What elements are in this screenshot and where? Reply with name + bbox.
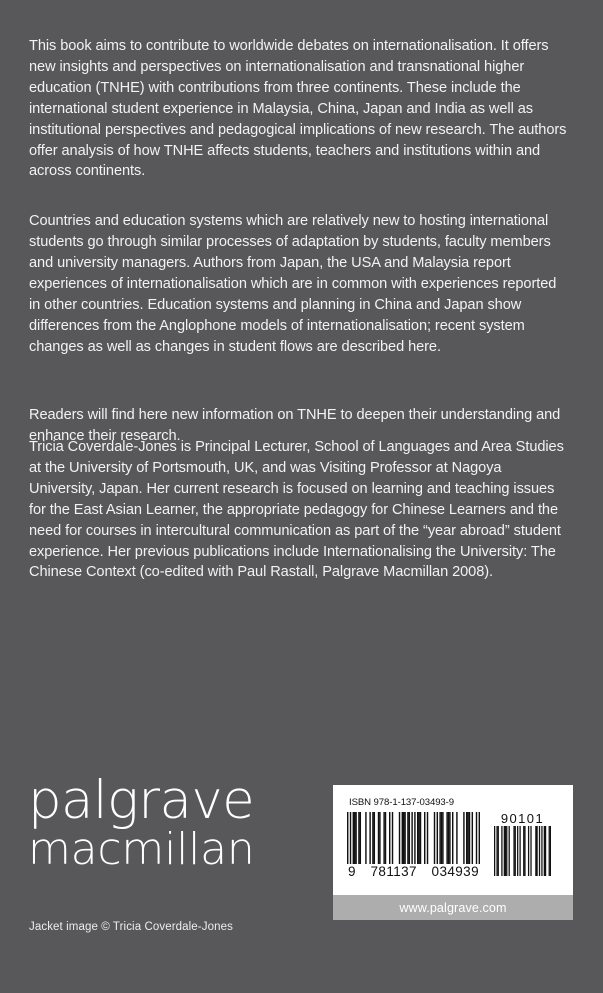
blurb-text-block — [29, 36, 570, 471]
barcode-block — [333, 785, 573, 920]
ean-right-group: 034939 — [431, 864, 479, 879]
author-bio — [29, 437, 570, 583]
isbn-label: ISBN 978-1-137-03493-9 — [349, 797, 454, 808]
publisher-logo-macmillan: macmillan — [28, 824, 255, 875]
blurb-paragraph-2: Countries and education systems which are relatively new to hosting international students go through similar processes of adaptation by students, faculty members and university managers. Authors from Japan, the USA and Malaysia report experiences of internationalisation which are in common with experiences reported in other countries. Education systems and planning in China and Japan show differences from the Anglophone models of internationalisation; recent system changes as well as changes in student flows are described here. — [29, 213, 557, 355]
ean13-bars-graphic — [347, 812, 480, 864]
previous-publication-title: Internationalising the University: The Chinese Context — [29, 543, 556, 581]
publisher-logo-palgrave: palgrave — [28, 770, 255, 831]
ean5-addon-bars-graphic — [494, 826, 551, 876]
jacket-image-credit: Jacket image © Tricia Coverdale-Jones — [29, 921, 233, 933]
ean13-human-readable — [347, 865, 480, 879]
barcode-white-panel — [333, 785, 573, 895]
blurb-paragraph-3: Readers will find here new information on TNHE to deepen their understanding and enhance their research. — [29, 406, 561, 444]
blurb-paragraph-1: This book aims to contribute to worldwide debates on internationalisation. It offers new insights and perspectives on internationalisation and transnational higher education (TNHE) with contributions from three continents. These include the international student experience in Malaysia, China, Japan and India as well as institutional perspectives and pedagogical implications of new research. The authors offer analysis of how TNHE affects students, teachers and institutions within and across continents. — [29, 38, 567, 180]
ean5-addon-digits: 90101 — [500, 811, 545, 826]
publisher-website-bar[interactable] — [333, 895, 573, 920]
author-name: Tricia Coverdale-Jones — [29, 439, 177, 455]
ean-left-group: 781137 — [370, 864, 417, 879]
author-bio-text-1: is Principal Lecturer, School of Languages and Area Studies at the University of Portsmouth, UK, and was Visiting Professor at Nagoya University, Japan. Her current research is focused on learning and teaching issues for the East Asian Learner, the appropriate pedagogy for Chinese Learners and the need for courses in intercultural communication as part of the “year abroad” student experience. Her previous publications include — [29, 439, 564, 560]
publisher-logo — [28, 770, 288, 875]
ean5-addon-barcode — [494, 812, 551, 876]
author-bio-text-2: (co-edited with Paul Rastall, Palgrave Macmillan 2008). — [135, 564, 493, 581]
ean13-barcode — [347, 812, 480, 879]
barcode-bars-row — [347, 812, 559, 879]
publisher-website-text: www.palgrave.com — [399, 900, 507, 915]
ean-lead-digit: 9 — [348, 864, 356, 879]
